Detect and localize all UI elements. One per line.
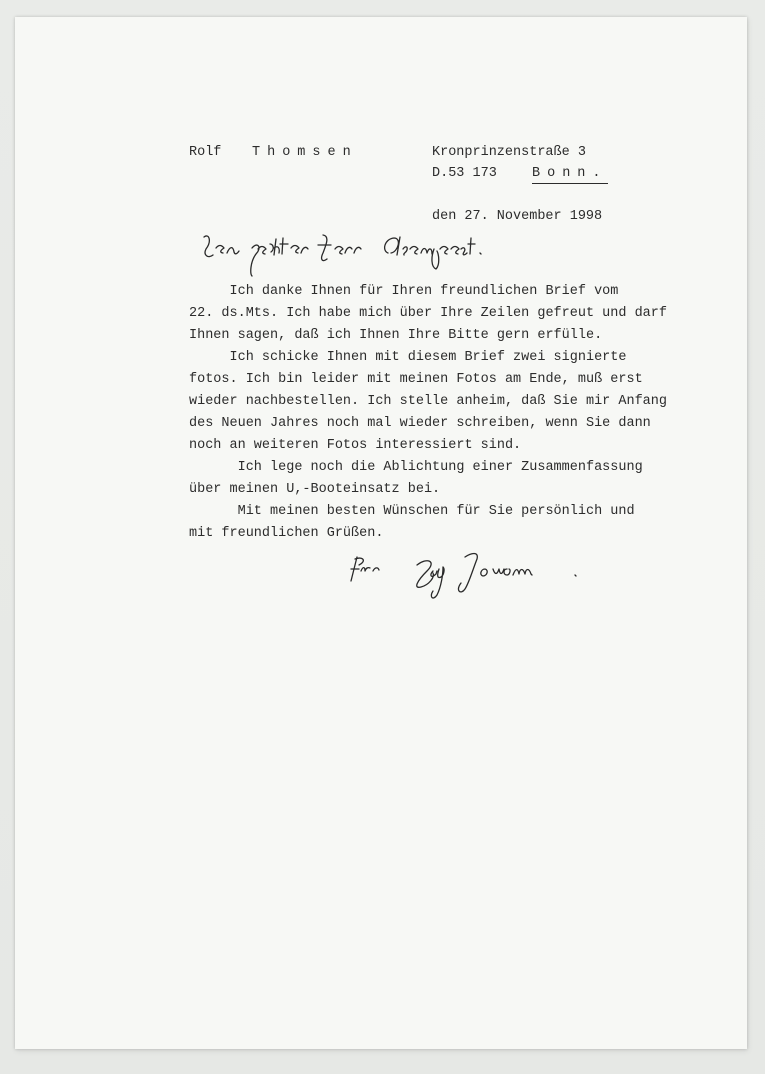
body-line: Ich schicke Ihnen mit diesem Brief zwei signierte xyxy=(189,350,627,365)
letter-sheet xyxy=(15,17,747,1049)
sender-postal-code: D.53 173 xyxy=(432,166,497,181)
handwritten-signature xyxy=(345,547,595,617)
body-line: Ihnen sagen, daß ich Ihnen Ihre Bitte gern erfülle. xyxy=(189,328,603,343)
body-line: mit freundlichen Grüßen. xyxy=(189,526,384,541)
body-line: Ich danke Ihnen für Ihren freundlichen Brief vom xyxy=(189,284,619,299)
body-line: Mit meinen besten Wünschen für Sie persönlich und xyxy=(189,504,635,519)
body-line: über meinen U,-Booteinsatz bei. xyxy=(189,482,441,497)
body-line: fotos. Ich bin leider mit meinen Fotos am Ende, muß erst xyxy=(189,372,643,387)
body-line: des Neuen Jahres noch mal wieder schreiben, wenn Sie dann xyxy=(189,416,651,431)
sender-street: Kronprinzenstraße 3 xyxy=(432,145,586,160)
sender-first-name: Rolf xyxy=(189,145,222,160)
handwritten-salutation xyxy=(200,231,500,281)
body-line: wieder nachbestellen. Ich stelle anheim, daß Sie mir Anfang xyxy=(189,394,667,409)
body-line: noch an weiteren Fotos interessiert sind. xyxy=(189,438,522,453)
sender-city: Bonn. xyxy=(532,166,608,184)
body-line: Ich lege noch die Ablichtung einer Zusammenfassung xyxy=(189,460,643,475)
letter-date: den 27. November 1998 xyxy=(432,209,603,224)
sender-last-name: Thomsen xyxy=(252,145,358,160)
body-line: 22. ds.Mts. Ich habe mich über Ihre Zeilen gefreut und darf xyxy=(189,306,667,321)
